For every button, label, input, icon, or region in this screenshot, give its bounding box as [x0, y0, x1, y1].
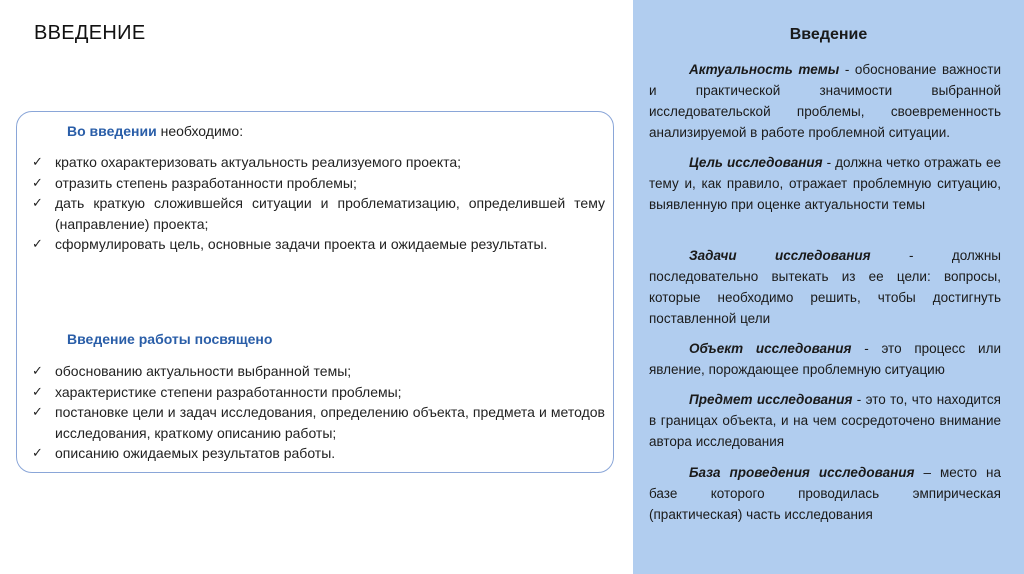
definition-text: - должна четко отражать ее тему и, как правило, отражает проблемную ситуацию, выявленную при оценке актуальности темы: [649, 155, 1001, 212]
definition-term: Объект исследования: [689, 341, 852, 356]
definition-text: - это процесс или явление, порождающее проблемную ситуацию: [649, 341, 1001, 377]
definition-term: Задачи исследования: [689, 248, 871, 263]
definition-goal: [649, 152, 1001, 215]
section-heading-intro-needs: [67, 123, 243, 139]
list-item: ✓ дать краткую сложившейся ситуации и проблематизацию, определившей тему (направление) проекта;: [32, 195, 605, 232]
definition-relevance: [649, 59, 1001, 143]
definition-text: - должны последовательно вытекать из ее цели: вопросы, которые необходимо решить, чтобы достигнуть поставленной цели: [649, 248, 1001, 326]
check-icon: ✓: [32, 195, 43, 210]
section-heading-accent: Во введении: [67, 123, 157, 139]
definition-term: Предмет исследования: [689, 392, 853, 407]
section-heading-intro-devoted: [67, 331, 272, 347]
list-item: ✓ отразить степень разработанности проблемы;: [27, 173, 605, 194]
check-icon: ✓: [32, 174, 43, 190]
definition-term: Цель исследования: [689, 155, 823, 170]
definition-tasks: [649, 245, 1001, 329]
check-icon: ✓: [32, 404, 43, 419]
definition-subject: [649, 389, 1001, 452]
intro-needs-list: [27, 152, 605, 255]
definition-term: База проведения исследования: [689, 465, 915, 480]
check-icon: ✓: [32, 445, 43, 460]
intro-devoted-list: [27, 361, 605, 464]
list-item: ✓ обоснованию актуальности выбранной темы;: [27, 361, 605, 382]
check-icon: ✓: [32, 363, 43, 378]
list-item: ✓ характеристике степени разработанности проблемы;: [27, 382, 605, 403]
check-icon: ✓: [32, 236, 43, 251]
page-title: ВВЕДЕНИЕ: [34, 22, 146, 44]
list-item: ✓ сформулировать цель, основные задачи проекта и ожидаемые результаты.: [27, 234, 605, 255]
panel-title: Введение: [789, 26, 868, 43]
definition-term: Актуальность темы: [689, 62, 840, 77]
definition-object: [649, 338, 1001, 380]
section-heading-accent: Введение работы посвящено: [67, 331, 273, 347]
list-item: ✓ постановке цели и задач исследования, определению объекта, предмета и методов исследования, краткому описанию работы;: [32, 404, 605, 441]
list-item: ✓ кратко охарактеризовать актуальность реализуемого проекта;: [27, 152, 605, 173]
section-heading-rest: необходимо:: [156, 123, 244, 139]
list-item: ✓ описанию ожидаемых результатов работы.: [27, 443, 605, 464]
left-content-box: [16, 111, 614, 473]
definition-text: - обоснование важности и практической значимости выбранной исследовательской проблемы, своевременность анализируемой в работе проблемной ситуации.: [649, 62, 1001, 140]
check-icon: ✓: [32, 383, 43, 399]
definitions-panel: [633, 0, 1024, 574]
definition-text: - это то, что находится в границах объекта, и на чем сосредоточено внимание автора исследования: [649, 392, 1001, 449]
definition-base: [649, 462, 1001, 525]
definition-text: – место на базе которого проводилась эмпирическая (практическая) часть исследования: [649, 465, 1001, 522]
check-icon: ✓: [32, 154, 43, 169]
